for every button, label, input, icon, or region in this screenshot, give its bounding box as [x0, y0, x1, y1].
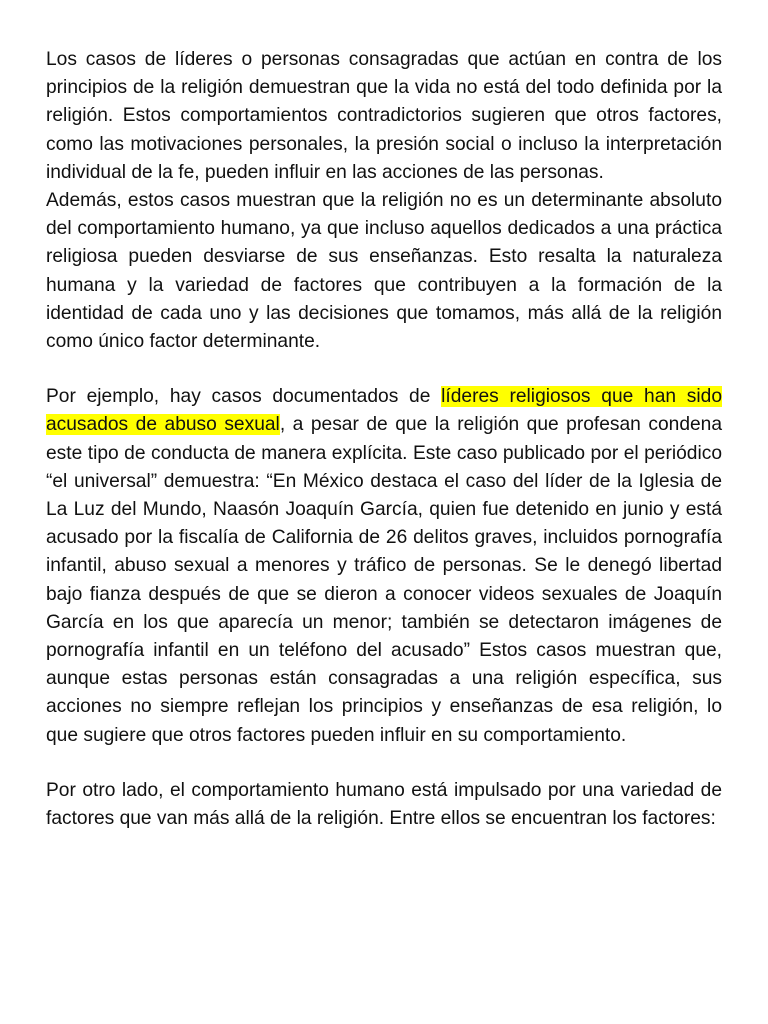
paragraph-4: Por otro lado, el comportamiento humano está impulsado por una variedad de factores que van más allá de la religión. Entre ellos se encuentran los factores: — [46, 779, 722, 830]
paragraph-3 — [46, 383, 722, 750]
paragraph-3-body: , a pesar de que la religión que profesan condena este tipo de conducta de manera explícita. Este caso publicado por el periódico “el universal” demuestra: “En México destaca el caso del líder de la Iglesia de La Luz del Mundo, Naasón Joaquín García, quien fue detenido en junio y está acusado por la fiscalía de California de 26 delitos graves, incluidos pornografía infantil, abuso sexual a menores y tráfico de personas. Se le denegó libertad bajo fianza después de que se dieron a conocer videos sexuales de Joaquín García en los que aparecía un menor; también se detectaron imágenes de pornografía infantil en un teléfono del acusado” Estos casos muestran que, aunque estas personas están consagradas a una religión específica, sus acciones no siempre reflejan los principios y enseñanzas de esa religión, lo que sugiere que otros factores pueden influir en su comportamiento. — [46, 414, 723, 746]
paragraph-1: Los casos de líderes o personas consagradas que actúan en contra de los principios de la religión demuestran que la vida no está del todo definida por la religión. Estos comportamientos contradictorios sugieren que otros factores, como las motivaciones personales, la presión social o incluso la interpretación individual de la fe, pueden influir en las acciones de las personas. — [46, 49, 722, 183]
highlighted-text: líderes religiosos que han sido acusados de abuso sexual — [46, 386, 722, 436]
paragraph-3-intro: Por ejemplo, hay casos documentados de — [46, 386, 442, 408]
paragraph-2: Además, estos casos muestran que la religión no es un determinante absoluto del comportamiento humano, ya que incluso aquellos dedicados a una práctica religiosa pueden desviarse de sus enseñanzas. Esto resalta la naturaleza humana y la variedad de factores que contribuyen a la formación de la identidad de cada uno y las decisiones que tomamos, más allá de la religión como único factor determinante. — [46, 190, 722, 353]
paragraph-spacer — [46, 750, 722, 777]
document-page — [46, 46, 722, 833]
paragraph-spacer — [46, 356, 722, 383]
